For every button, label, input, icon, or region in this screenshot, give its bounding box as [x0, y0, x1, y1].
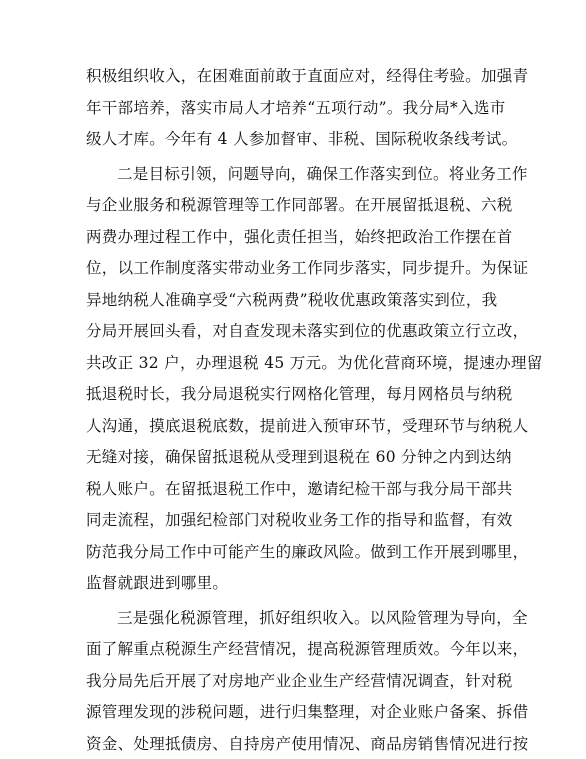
text-line: 位，以工作制度落实带动业务工作同步落实，同步提升。为保证 [86, 259, 529, 277]
text-line: 人沟通，摸底退税底数，提前进入预审环节，受理环节与纳税人 [86, 416, 529, 435]
text-line: 三是强化税源管理，抓好组织收入。以风险管理为导向，全 [117, 608, 528, 627]
text-line: 无缝对接，确保留抵退税从受理到退税在 60 分钟之内到达纳 [86, 448, 512, 466]
text-line: 积极组织收入，在困难面前敢于直面应对，经得住考验。加强青 [86, 67, 529, 85]
text-line: 二是目标引领，问题导向，确保工作落实到位。将业务工作 [117, 164, 528, 183]
text-line: 防范我分局工作中可能产生的廉政风险。做到工作开展到哪里， [86, 542, 529, 561]
text-line: 抵退税时长，我分局退税实行网格化管理，每月网格员与纳税 [86, 385, 513, 403]
text-line: 资金、处理抵债房、自持房产使用情况、商品房销售情况进行按 [86, 734, 529, 753]
text-line: 分局开展回头看，对自查发现未落实到位的优惠政策立行立改， [86, 322, 529, 340]
text-line: 共改正 32 户，办理退税 45 万元。为优化营商环境，提速办理留 [86, 353, 543, 372]
text-line: 同走流程，加强纪检部门对税收业务工作的指导和监督，有效 [86, 511, 513, 529]
text-line: 异地纳税人准确享受“六税两费”税收优惠政策落实到位，我 [86, 290, 498, 309]
text-line: 我分局先后开展了对房地产业企业生产经营情况调查，针对税 [86, 671, 513, 690]
text-line: 两费办理过程工作中，强化责任担当，始终把政治工作摆在首 [86, 227, 513, 246]
text-line: 年干部培养，落实市局人才培养“五项行动”。我分局*入选市 [86, 98, 506, 117]
text-line: 源管理发现的涉税问题，进行归集整理，对企业账户备案、拆借 [86, 703, 529, 721]
text-line: 税人账户。在留抵退税工作中，邀请纪检干部与我分局干部共 [86, 479, 513, 498]
text-line: 监督就跟进到哪里。 [86, 574, 229, 592]
text-line: 级人才库。今年有 4 人参加督审、非税、国际税收条线考试。 [86, 130, 518, 148]
text-line: 面了解重点税源生产经营情况，提高税源管理质效。今年以来， [86, 640, 529, 658]
text-line: 与企业服务和税源管理等工作同部署。在开展留抵退税、六税 [86, 196, 513, 214]
